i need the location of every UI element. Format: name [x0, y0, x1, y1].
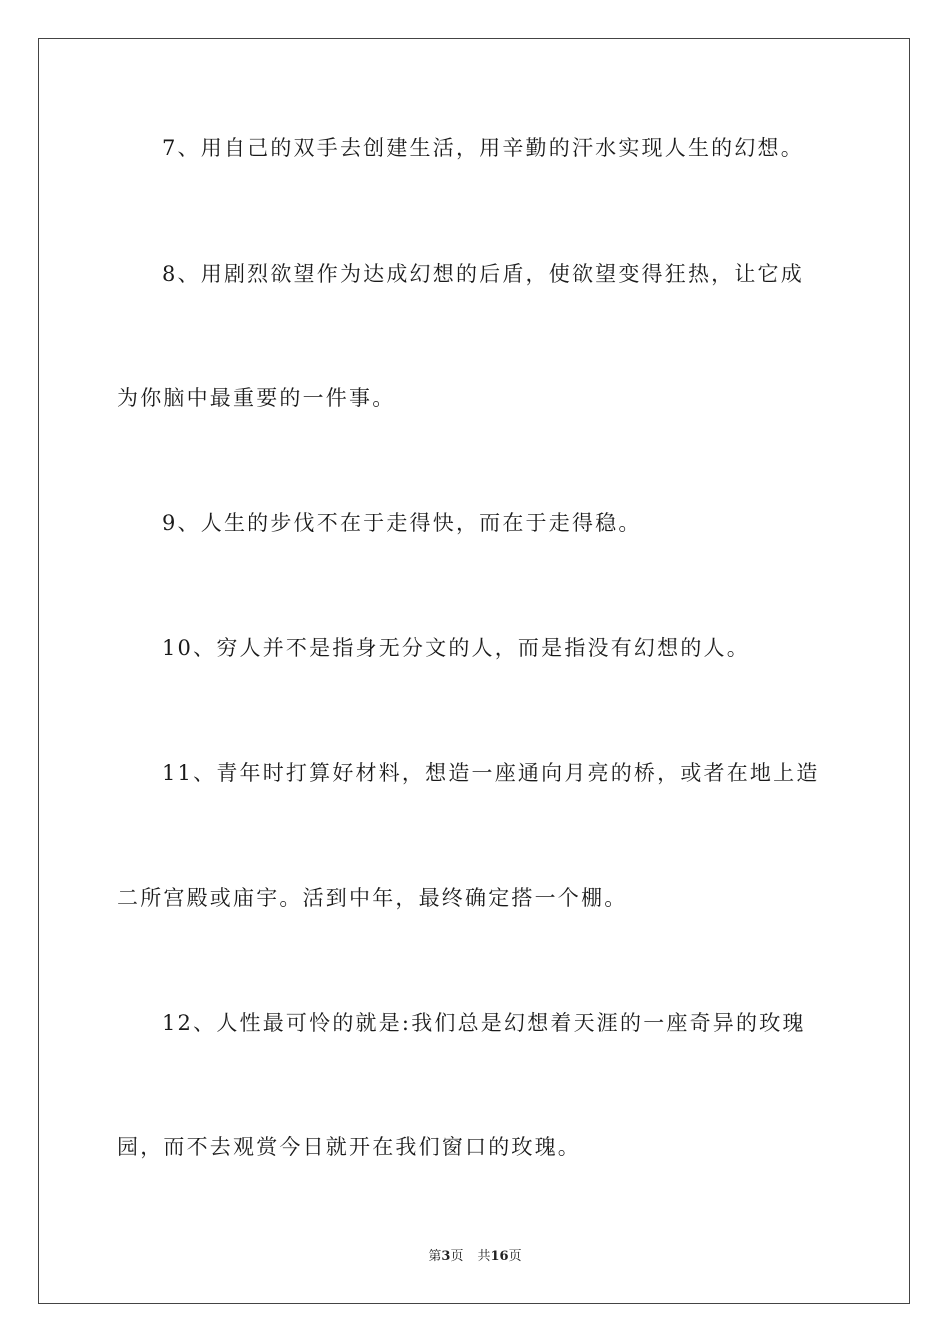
paragraph-12-line-1: 12、人性最可怜的就是:我们总是幻想着天涯的一座奇异的玫瑰 [162, 1011, 806, 1035]
page-border [38, 38, 910, 1304]
total-prefix: 共 [477, 1249, 491, 1264]
paragraph-12-line-2: 园，而不去观赏今日就开在我们窗口的玫瑰。 [117, 1135, 581, 1159]
paragraph-11-line-2: 二所宫殿或庙宇。活到中年，最终确定搭一个棚。 [117, 886, 628, 910]
page-suffix: 页 [450, 1249, 464, 1264]
paragraph-9-line-1: 9、人生的步伐不在于走得快，而在于走得稳。 [162, 511, 642, 535]
paragraph-8-line-2: 为你脑中最重要的一件事。 [117, 386, 396, 410]
total-pages: 16 [490, 1249, 509, 1264]
total-suffix: 页 [508, 1249, 522, 1264]
paragraph-11-line-1: 11、青年时打算好材料，想造一座通向月亮的桥，或者在地上造 [162, 761, 820, 785]
page-number: 3 [441, 1249, 451, 1264]
paragraph-10-line-1: 10、穷人并不是指身无分文的人，而是指没有幻想的人。 [162, 636, 750, 660]
paragraph-7-line-1: 7、用自己的双手去创建生活，用辛勤的汗水实现人生的幻想。 [162, 136, 804, 160]
paragraph-8-line-1: 8、用剧烈欲望作为达成幻想的后盾，使欲望变得狂热，让它成 [162, 262, 804, 286]
page-footer [0, 1248, 950, 1266]
page-prefix: 第 [428, 1249, 442, 1264]
